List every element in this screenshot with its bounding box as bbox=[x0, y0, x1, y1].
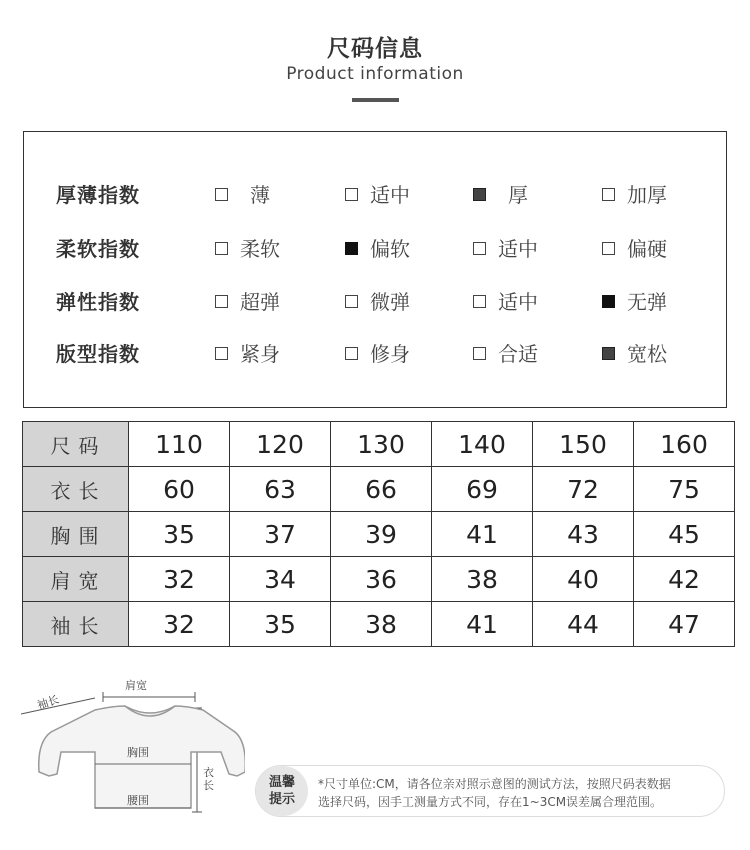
checked-box-icon bbox=[345, 242, 358, 255]
table-cell: 37 bbox=[230, 512, 331, 557]
diagram-label-shoulder: 肩宽 bbox=[125, 679, 147, 692]
row-header: 肩宽 bbox=[23, 557, 129, 602]
size-table bbox=[22, 421, 735, 647]
diagram-label-chest: 胸围 bbox=[127, 746, 149, 759]
table-cell: 110 bbox=[129, 422, 230, 467]
table-cell: 60 bbox=[129, 467, 230, 512]
index-option-label: 偏硬 bbox=[627, 237, 667, 261]
table-row bbox=[23, 557, 735, 602]
tip-line-1: *尺寸单位:CM，请各位亲对照示意图的测试方法，按照尺码表数据 bbox=[318, 777, 671, 791]
row-header: 尺码 bbox=[23, 422, 129, 467]
table-cell: 39 bbox=[331, 512, 432, 557]
index-option-label: 偏软 bbox=[370, 237, 410, 261]
tip-box bbox=[255, 765, 725, 817]
index-option-label: 厚 bbox=[508, 183, 528, 207]
table-cell: 66 bbox=[331, 467, 432, 512]
table-row bbox=[23, 467, 735, 512]
index-label: 柔软指数 bbox=[56, 237, 140, 261]
index-option-label: 微弹 bbox=[370, 290, 410, 314]
index-option-label: 薄 bbox=[250, 183, 270, 207]
diagram-label-length: 衣长 bbox=[203, 766, 214, 792]
unchecked-box-icon bbox=[602, 188, 615, 201]
diagram-label-sleeve: 袖长 bbox=[35, 692, 61, 713]
table-cell: 42 bbox=[634, 557, 735, 602]
unchecked-box-icon bbox=[345, 347, 358, 360]
index-panel bbox=[23, 131, 727, 408]
table-cell: 160 bbox=[634, 422, 735, 467]
tip-badge-line1: 温馨 bbox=[268, 775, 295, 790]
table-row bbox=[23, 422, 735, 467]
table-cell: 38 bbox=[331, 602, 432, 647]
checked-box-icon bbox=[473, 188, 486, 201]
table-row bbox=[23, 512, 735, 557]
table-row bbox=[23, 602, 735, 647]
table-cell: 47 bbox=[634, 602, 735, 647]
unchecked-box-icon bbox=[215, 242, 228, 255]
index-option-label: 修身 bbox=[370, 342, 410, 366]
index-label: 厚薄指数 bbox=[56, 183, 140, 207]
table-cell: 43 bbox=[533, 512, 634, 557]
row-header: 衣长 bbox=[23, 467, 129, 512]
garment-diagram bbox=[15, 672, 245, 837]
table-cell: 130 bbox=[331, 422, 432, 467]
checked-box-icon bbox=[602, 295, 615, 308]
table-cell: 140 bbox=[432, 422, 533, 467]
index-option-label: 无弹 bbox=[627, 290, 667, 314]
table-cell: 120 bbox=[230, 422, 331, 467]
index-label: 弹性指数 bbox=[56, 290, 140, 314]
table-cell: 35 bbox=[230, 602, 331, 647]
index-option-label: 合适 bbox=[498, 342, 538, 366]
table-cell: 32 bbox=[129, 602, 230, 647]
table-cell: 41 bbox=[432, 512, 533, 557]
page-title: 尺码信息 bbox=[327, 36, 423, 62]
table-cell: 44 bbox=[533, 602, 634, 647]
tip-badge bbox=[256, 766, 308, 816]
unchecked-box-icon bbox=[473, 347, 486, 360]
index-row bbox=[24, 180, 728, 210]
table-cell: 75 bbox=[634, 467, 735, 512]
unchecked-box-icon bbox=[602, 242, 615, 255]
table-cell: 35 bbox=[129, 512, 230, 557]
table-cell: 34 bbox=[230, 557, 331, 602]
unchecked-box-icon bbox=[345, 295, 358, 308]
unchecked-box-icon bbox=[473, 242, 486, 255]
index-row bbox=[24, 287, 728, 317]
page-subtitle: Product information bbox=[286, 64, 464, 84]
title-divider bbox=[352, 98, 399, 102]
tip-line-2: 选择尺码，因手工测量方式不同，存在1~3CM误差属合理范围。 bbox=[318, 795, 663, 809]
index-row bbox=[24, 234, 728, 264]
index-row bbox=[24, 339, 728, 369]
checked-box-icon bbox=[602, 347, 615, 360]
table-cell: 63 bbox=[230, 467, 331, 512]
tip-badge-line2: 提示 bbox=[268, 792, 295, 807]
table-cell: 45 bbox=[634, 512, 735, 557]
unchecked-box-icon bbox=[473, 295, 486, 308]
table-cell: 32 bbox=[129, 557, 230, 602]
table-cell: 150 bbox=[533, 422, 634, 467]
index-option-label: 超弹 bbox=[240, 290, 280, 314]
unchecked-box-icon bbox=[215, 295, 228, 308]
table-cell: 41 bbox=[432, 602, 533, 647]
table-cell: 72 bbox=[533, 467, 634, 512]
index-option-label: 宽松 bbox=[627, 342, 667, 366]
index-option-label: 适中 bbox=[370, 183, 410, 207]
index-option-label: 适中 bbox=[498, 237, 538, 261]
table-cell: 38 bbox=[432, 557, 533, 602]
diagram-label-waist: 腰围 bbox=[127, 794, 149, 807]
tip-text bbox=[318, 775, 718, 811]
index-option-label: 适中 bbox=[498, 290, 538, 314]
unchecked-box-icon bbox=[215, 188, 228, 201]
table-cell: 40 bbox=[533, 557, 634, 602]
index-option-label: 紧身 bbox=[240, 342, 280, 366]
row-header: 胸围 bbox=[23, 512, 129, 557]
table-cell: 69 bbox=[432, 467, 533, 512]
unchecked-box-icon bbox=[345, 188, 358, 201]
index-option-label: 柔软 bbox=[240, 237, 280, 261]
index-option-label: 加厚 bbox=[627, 183, 667, 207]
table-cell: 36 bbox=[331, 557, 432, 602]
index-label: 版型指数 bbox=[56, 342, 140, 366]
row-header: 袖长 bbox=[23, 602, 129, 647]
unchecked-box-icon bbox=[215, 347, 228, 360]
